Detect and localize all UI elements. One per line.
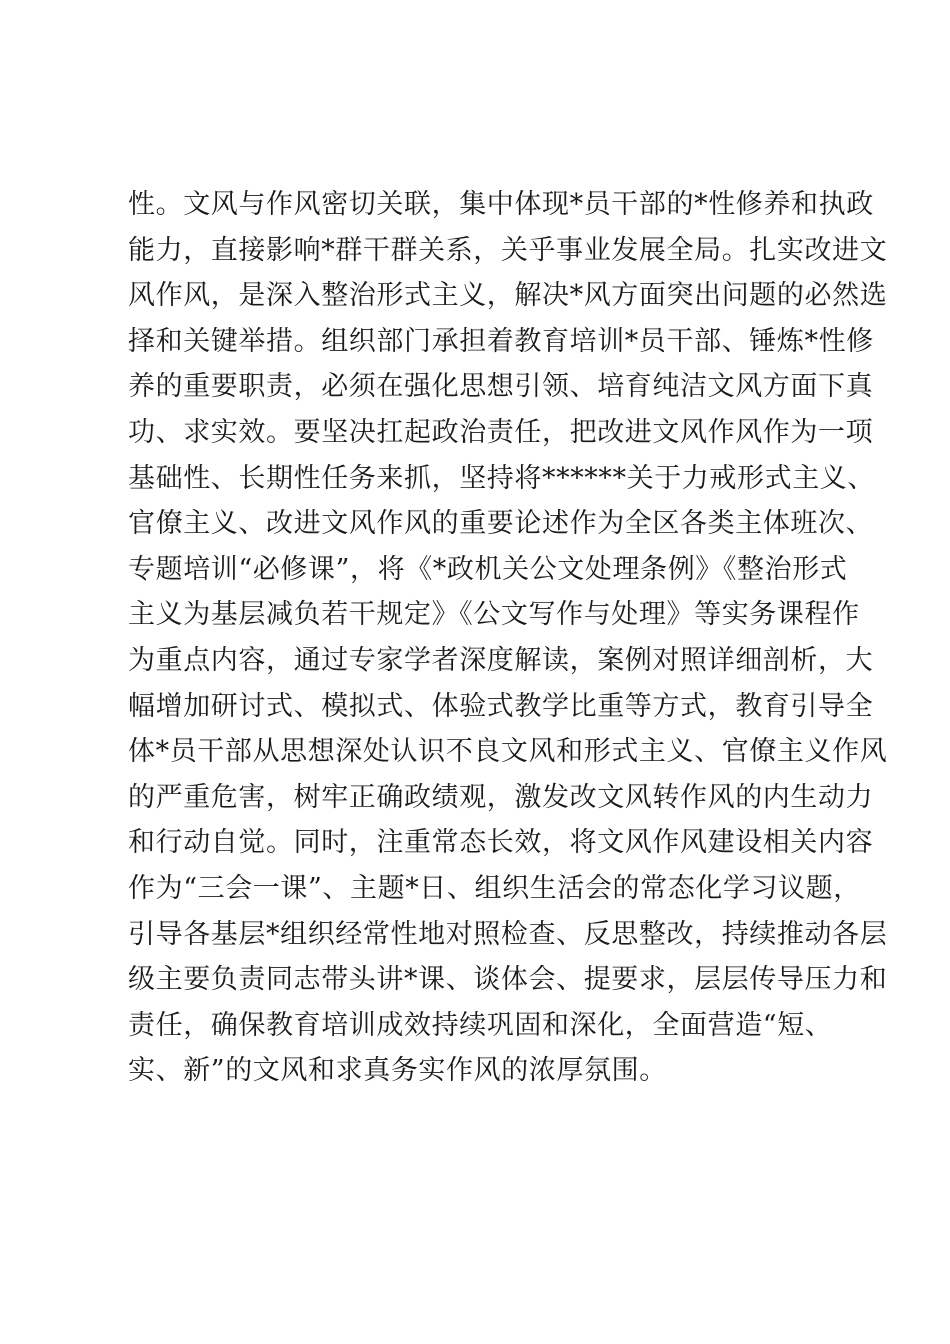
text-line: 养的重要职责，必须在强化思想引领、培育纯洁文风方面下真 — [128, 371, 874, 403]
text-line: 官僚主义、改进文风作风的重要论述作为全区各类主体班次、 — [128, 508, 874, 540]
text-line: 幅增加研讨式、模拟式、体验式教学比重等方式，教育引导全 — [128, 690, 874, 722]
text-line: 风作风，是深入整治形式主义，解决*风方面突出问题的必然选 — [128, 280, 888, 312]
text-line: 为重点内容，通过专家学者深度解读，案例对照详细剖析，大 — [128, 644, 874, 676]
text-line: 能力，直接影响*群干群关系，关乎事业发展全局。扎实改进文 — [128, 234, 888, 266]
body-paragraph — [128, 182, 888, 1094]
text-line: 和行动自觉。同时，注重常态长效，将文风作风建设相关内容 — [128, 827, 874, 859]
text-line: 基础性、长期性任务来抓，坚持将******关于力戒形式主义、 — [128, 462, 875, 494]
text-line: 择和关键举措。组织部门承担着教育培训*员干部、锤炼*性修 — [128, 325, 874, 357]
text-line: 性。文风与作风密切关联，集中体现*员干部的*性修养和执政 — [128, 189, 874, 220]
text-line: 引导各基层*组织经常性地对照检查、反思整改，持续推动各层 — [128, 918, 888, 950]
text-line: 体*员干部从思想深处认识不良文风和形式主义、官僚主义作风 — [128, 736, 888, 768]
text-line: 的严重危害，树牢正确政绩观，激发改文风转作风的内生动力 — [128, 781, 874, 813]
text-line: 实、新”的文风和求真务实作风的浓厚氛围。 — [128, 1055, 667, 1087]
text-line: 专题培训“必修课”，将《*政机关公文处理条例》《整治形式 — [128, 553, 848, 585]
text-line: 责任，确保教育培训成效持续巩固和深化，全面营造“短、 — [128, 1009, 833, 1041]
text-line: 作为“三会一课”、主题*日、组织生活会的常态化学习议题， — [128, 872, 861, 904]
text-line: 主义为基层减负若干规定》《公文写作与处理》等实务课程作 — [128, 599, 860, 631]
text-line: 级主要负责同志带头讲*课、谈体会、提要求，层层传导压力和 — [128, 964, 888, 996]
text-line: 功、求实效。要坚决扛起政治责任，把改进文风作风作为一项 — [128, 416, 874, 448]
